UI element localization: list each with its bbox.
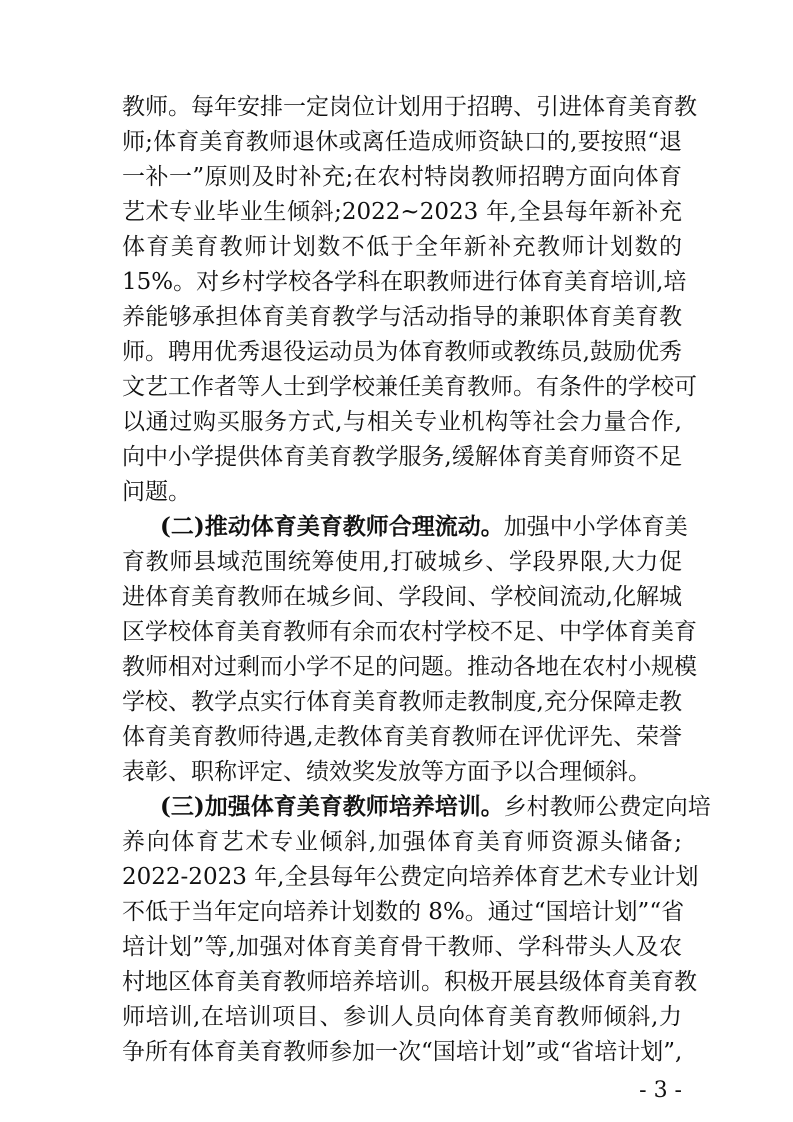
section-2-heading: (二)推动体育美育教师合理流动。 [160, 513, 504, 540]
body-text-line: 争所有体育美育教师参加一次“国培计划”或“省培计划”, [122, 1039, 683, 1065]
body-text-line: 15%。对乡村学校各学科在职教师进行体育美育培训,培 [122, 269, 687, 295]
body-text-line: 区学校体育美育教师有余而农村学校不足、中学体育美育 [122, 619, 697, 645]
body-text-line: 进体育美育教师在城乡间、学段间、学校间流动,化解城 [122, 584, 682, 610]
page-number: - 3 - [639, 1078, 682, 1103]
section-2-first-line [160, 510, 688, 544]
body-text-line: 育教师县域范围统筹使用,打破城乡、学段界限,大力促 [122, 549, 682, 575]
body-text-line: 学校、教学点实行体育美育教师走教制度,充分保障走教 [122, 689, 682, 715]
body-text-line: 一补一”原则及时补充;在农村特岗教师招聘方面向体育 [122, 164, 682, 190]
body-text-line: 不低于当年定向培养计划数的 8%。通过“国培计划”“省 [122, 899, 685, 925]
body-text-line: 师培训,在培训项目、参训人员向体育美育教师倾斜,力 [122, 1004, 682, 1030]
body-text-line: 体育美育教师待遇,走教体育美育教师在评优评先、荣誉 [122, 724, 682, 750]
body-text-line: 村地区体育美育教师培养培训。积极开展县级体育美育教 [122, 969, 697, 995]
body-text-line: 体育美育教师计划数不低于全年新补充教师计划数的 [122, 234, 682, 260]
body-text-line: 2022-2023 年,全县每年公费定向培养体育艺术专业计划 [122, 864, 699, 890]
body-text-line: 向中小学提供体育美育教学服务,缓解体育美育师资不足 [122, 444, 682, 470]
body-text-line: 师。聘用优秀退役运动员为体育教师或教练员,鼓励优秀 [122, 339, 682, 365]
section-3-heading: (三)加强体育美育教师培养培训。 [160, 793, 504, 820]
body-text-line: 养向体育艺术专业倾斜,加强体育美育师资源头储备; [122, 829, 682, 855]
body-text-line: 教师相对过剩而小学不足的问题。推动各地在农村小规模 [122, 654, 697, 680]
body-text-line: 表彰、职称评定、绩效奖发放等方面予以合理倾斜。 [122, 759, 651, 785]
section-2-lead-text: 加强中小学体育美 [503, 514, 688, 540]
body-text-line: 文艺工作者等人士到学校兼任美育教师。有条件的学校可 [122, 374, 697, 400]
body-text-line: 艺术专业毕业生倾斜;2022~2023 年,全县每年新补充 [122, 199, 682, 225]
section-3-lead-text: 乡村教师公费定向培 [503, 794, 711, 820]
body-text-line: 师;体育美育教师退休或离任造成师资缺口的,要按照“退 [122, 129, 682, 155]
body-text-line: 问题。 [122, 479, 191, 505]
body-text-line: 以通过购买服务方式,与相关专业机构等社会力量合作, [122, 409, 682, 435]
body-text-line: 教师。每年安排一定岗位计划用于招聘、引进体育美育教 [122, 94, 697, 120]
section-3-first-line [160, 790, 711, 824]
body-text-line: 培计划”等,加强对体育美育骨干教师、学科带头人及农 [122, 934, 682, 960]
body-text-line: 养能够承担体育美育教学与活动指导的兼职体育美育教 [122, 304, 682, 330]
